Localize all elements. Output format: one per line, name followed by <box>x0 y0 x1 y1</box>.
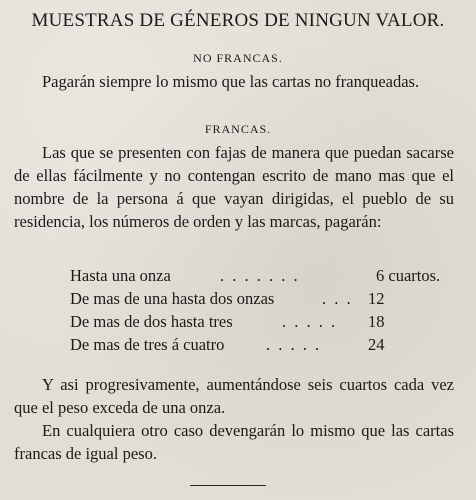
rate-label: De mas de tres á cuatro <box>70 335 225 354</box>
section-heading-francas: FRANCAS. <box>204 122 272 136</box>
progressive-rate-paragraph: Y asi progresivamente, aumentándose seis cuartos cada vez que el peso exceda de una onza. <box>14 375 454 417</box>
rate-value: 24 <box>368 335 385 354</box>
rate-value: 12 <box>368 289 385 308</box>
page-title: MUESTRAS DE GÉNEROS DE NINGUN VALOR. <box>31 10 445 31</box>
rate-label: De mas de una hasta dos onzas <box>70 289 275 308</box>
rate-value: 6 cuartos. <box>376 266 441 285</box>
rate-label: Hasta una onza <box>70 266 171 285</box>
leader-dots: . . . . . <box>282 312 338 331</box>
rate-row <box>70 333 456 356</box>
rate-value: 18 <box>368 312 385 331</box>
rate-label: De mas de dos hasta tres <box>70 312 233 331</box>
rate-table <box>70 264 456 356</box>
leader-dots: . . . <box>322 289 353 308</box>
section-divider <box>190 485 266 486</box>
rate-row <box>70 310 456 333</box>
rate-row <box>70 287 456 310</box>
other-case-paragraph: En cualquiera otro caso devengarán lo mismo que las cartas francas de igual peso. <box>14 421 454 463</box>
no-francas-paragraph: Pagarán siempre lo mismo que las cartas no franqueadas. <box>42 72 420 91</box>
francas-paragraph: Las que se presenten con fajas de manera que puedan sacarse de ellas fácilmente y no contengan escrito de mano mas que el nombre de la persona á que vayan dirigidas, el pueblo de su residencia, los números de orden y las marcas, pagarán: <box>14 143 454 231</box>
section-heading-no-francas: NO FRANCAS. <box>193 51 283 65</box>
leader-dots: . . . . . . . <box>220 266 300 285</box>
rate-row <box>70 264 456 287</box>
leader-dots: . . . . . <box>266 335 322 354</box>
